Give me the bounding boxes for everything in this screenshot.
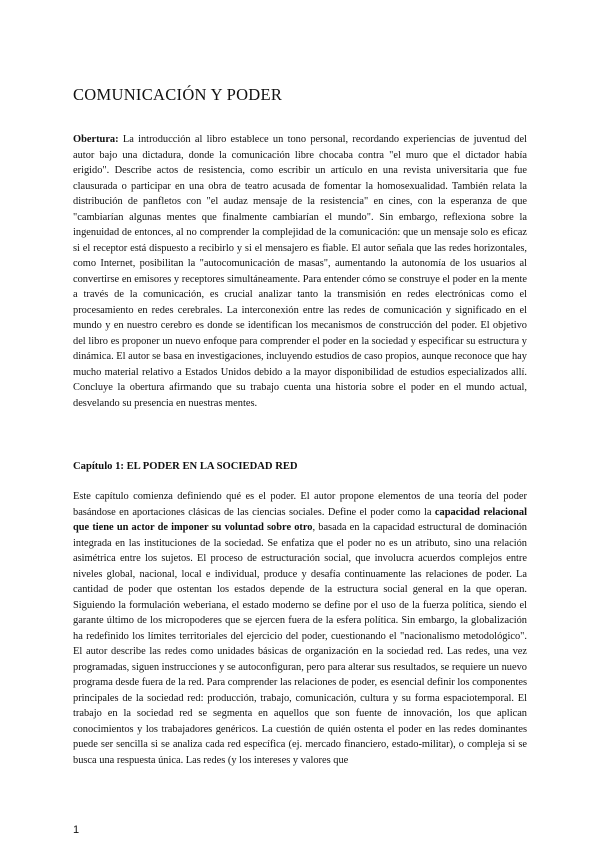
page-number: 1: [73, 824, 80, 836]
obertura-label: Obertura:: [73, 134, 119, 145]
chapter-1-heading: Capítulo 1: EL PODER EN LA SOCIEDAD RED: [73, 461, 298, 472]
obertura-text: La introducción al libro establece un tono personal, recordando experiencias de juventud del autor bajo una dictadura, donde la comunicación libre chocaba contra "el muro que el dictador había erigido". Describe actos de resistencia, como escribir un artículo en una revista universitaria que fue clausurada o participar en una obra de teatro acusada de fomentar la homosexualidad. También relata la distribución de panfletos con "el audaz mensaje de la resistencia" en cines, con la esperanza de que "cambiarían algunas mentes que finalmente cambiarían el mundo". Sin embargo, reflexiona sobre la ingenuidad de entonces, al no comprender la complejidad de la comunicación: que un mensaje solo es eficaz si el receptor está dispuesto a recibirlo y si el mensajero es fiable. El autor señala que las redes horizontales, como Internet, posibilitan la "autocomunicación de masas", aumentando la autonomía de los usuarios al convertirse en emisores y receptores simultáneamente. Para entender cómo se construye el poder en la mente a través de la comunicación, es crucial analizar tanto la transmisión en redes electrónicas como el procesamiento en redes cerebrales. La interconexión entre las redes de comunicación y significado en el mundo y en nuestro cerebro es donde se identifican los mecanismos de construcción del poder. El objetivo del libro es proponer un nuevo enfoque para comprender el poder en la sociedad y especificar su estructura y dinámica. El autor se basa en investigaciones, incluyendo estudios de caso propios, aunque reconoce que hay mucho material relativo a Estados Unidos debido a la mayor disponibilidad de estudios especializados allí. Concluye la obertura afirmando que su trabajo cuenta una historia sobre el poder en el mundo actual, desvelando su presencia en nuestras mentes.: [73, 134, 527, 409]
chapter-1-power-definition: capacidad relacional que tiene un actor de imponer su voluntad sobre otro: [73, 506, 527, 533]
document-title: COMUNICACIÓN Y PODER: [73, 85, 283, 104]
obertura-paragraph: [73, 132, 527, 411]
chapter-1-text-before: Este capítulo comienza definiendo qué es el poder. El autor propone elementos de una teoría del poder basándose en aportaciones clásicas de las ciencias sociales. Define el poder como la: [73, 491, 527, 518]
chapter-1-paragraph: [73, 489, 527, 768]
chapter-1-text-after: , basada en la capacidad estructural de dominación integrada en las instituciones de la sociedad. Se enfatiza que el poder no es un atributo, sino una relación asimétrica entre los sujetos. El proceso de estructuración social, que involucra acuerdos complejos entre niveles global, nacional, local e individual, produce y desafía continuamente las relaciones de poder. La cantidad de poder que ostentan los estados depende de la estructura social general en la que operan. Siguiendo la formulación weberiana, el estado moderno se define por el uso de la fuerza política, siendo el garante último de los micropoderes que se ejercen fuera de la esfera política. Sin embargo, la globalización ha redefinido los límites territoriales del ejercicio del poder, cuestionando el "nacionalismo metodológico". El autor describe las redes como unidades básicas de organización en la sociedad red. Las redes, una vez programadas, siguen instrucciones y se autoconfiguran, pero para alterar sus resultados, se requiere un nuevo programa desde fuera de la red. Para comprender las relaciones de poder, es esencial definir los componentes principales de la sociedad red: producción, trabajo, comunicación, cultura y su forma espaciotemporal. El trabajo en la sociedad red se segmenta en aquellos que son fuente de innovación, los que aplican conocimientos y los trabajadores genéricos. La cuestión de quién ostenta el poder en las redes dominantes puede ser sencilla si se analiza cada red específica (ej. mercado financiero, estado-militar), o compleja si se busca una respuesta única. Las redes (y los intereses y valores que: [73, 522, 527, 766]
